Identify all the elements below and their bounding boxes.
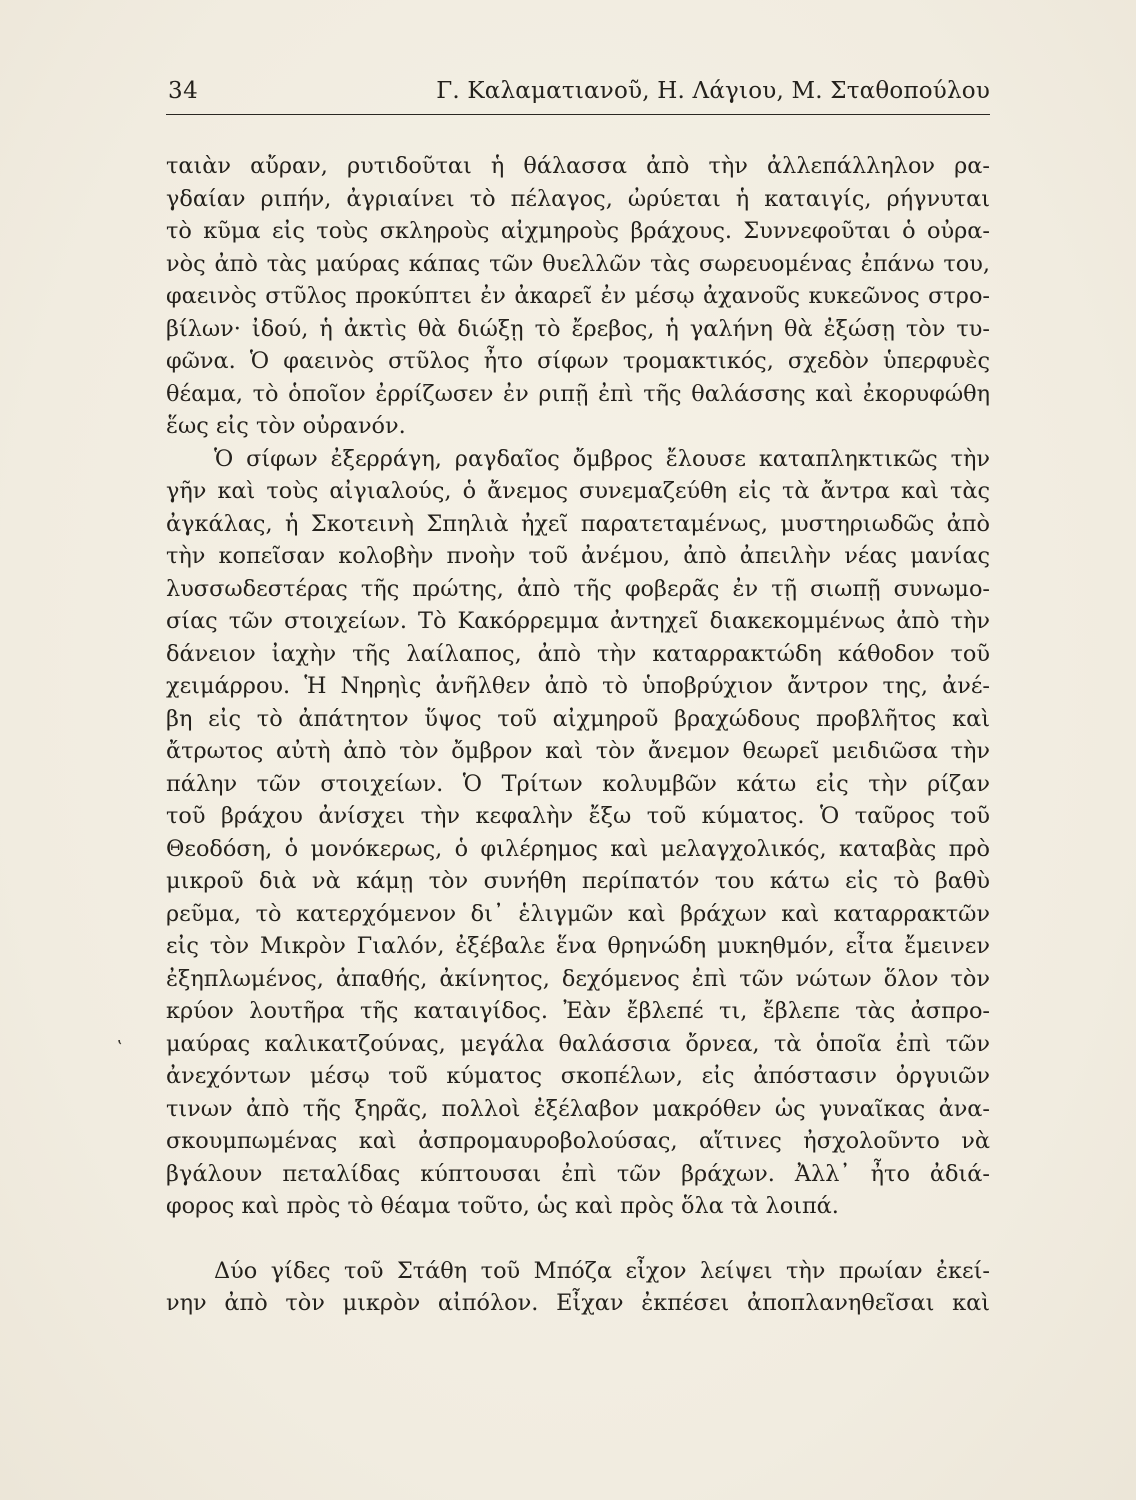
text-line: βγάλουν πεταλίδας κύπτουσαι ἐπὶ τῶν βράχων. Ἀλλ᾿ ἦτο ἀδιά- — [166, 1160, 990, 1187]
text-line: τοῦ βράχου ἀνίσχει τὴν κεφαλὴν ἔξω τοῦ κύματος. Ὁ ταῦρος τοῦ — [166, 803, 990, 829]
text-line: ταιὰν αὔραν, ρυτιδοῦται ἡ θάλασσα ἀπὸ τὴν ἀλλεπάλληλον ρα- — [166, 153, 990, 179]
text-line: τὴν κοπεῖσαν κολοβὴν πνοὴν τοῦ ἀνέμου, ἀπὸ ἀπειλὴν νέας μανίας — [166, 543, 990, 569]
text-line: εἰς τὸν Μικρὸν Γιαλόν, ἐξέβαλε ἕνα θρηνώδη μυκηθμόν, εἶτα ἔμεινεν — [166, 933, 990, 959]
text-line: πάλην τῶν στοιχείων. Ὁ Τρίτων κολυμβῶν κάτω εἰς τὴν ρίζαν — [166, 770, 990, 797]
text-line: ἕως εἰς τὸν οὐρανόν. — [166, 413, 406, 439]
text-line: βίλων· ἰδού, ἡ ἀκτὶς θὰ διώξῃ τὸ ἔρεβος, ἡ γαλήνη θὰ ἐξώσῃ τὸν τυ- — [166, 315, 990, 342]
paragraph-gap — [166, 1223, 990, 1255]
text-line: μαύρας καλικατζούνας, μεγάλα θαλάσσια ὄρνεα, τὰ ὁποῖα ἐπὶ τῶν — [166, 1030, 990, 1057]
text-line: ἐξηπλωμένος, ἀπαθής, ἀκίνητος, δεχόμενος ἐπὶ τῶν νώτων ὅλον τὸν — [166, 965, 990, 992]
text-line: σίας τῶν στοιχείων. Τὸ Κακόρρεμμα ἀντηχεῖ διακεκομμένως ἀπὸ τὴν — [166, 608, 990, 634]
text-line: δάνειον ἰαχὴν τῆς λαίλαπος, ἀπὸ τὴν καταρρακτώδη κάθοδον τοῦ — [166, 640, 990, 667]
text-line: Θεοδόση, ὁ μονόκερως, ὁ φιλέρημος καὶ μελαγχολικός, καταβὰς πρὸ — [166, 835, 990, 862]
text-line: λυσσωδεστέρας τῆς πρώτης, ἀπὸ τῆς φοβερᾶς ἐν τῇ σιωπῇ συνωμο- — [166, 575, 990, 602]
text-line: σκουμπωμένας καὶ ἀσπρομαυροβολούσας, αἵτινες ἠσχολοῦντο νὰ — [166, 1128, 990, 1154]
page-number: 34 — [168, 78, 199, 104]
text-line: φῶνα. Ὁ φαεινὸς στῦλος ἦτο σίφων τρομακτικός, σχεδὸν ὑπερφυὲς — [166, 348, 990, 374]
text-line: ἀγκάλας, ἡ Σκοτεινὴ Σπηλιὰ ἠχεῖ παρατεταμένως, μυστηριωδῶς ἀπὸ — [166, 510, 990, 537]
text-line: νην ἀπὸ τὸν μικρὸν αἰπόλον. Εἶχαν ἐκπέσει ἀποπλανηθεῖσαι καὶ — [166, 1290, 990, 1316]
text-line: βη εἰς τὸ ἀπάτητον ὕψος τοῦ αἰχμηροῦ βραχώδους προβλῆτος καὶ — [166, 705, 990, 732]
text-line: χειμάρρου. Ἡ Νηρηὶς ἀνῆλθεν ἀπὸ τὸ ὑποβρύχιον ἄντρον της, ἀνέ- — [166, 673, 990, 699]
text-line: Δύο γίδες τοῦ Στάθη τοῦ Μπόζα εἶχον λείψει τὴν πρωίαν ἐκεί- — [214, 1257, 990, 1284]
running-head: Γ. Καλαματιανοῦ, Η. Λάγιου, Μ. Σταθοπούλου — [436, 78, 990, 104]
text-line: μικροῦ διὰ νὰ κάμῃ τὸν συνήθη περίπατόν του κάτω εἰς τὸ βαθὺ — [166, 868, 990, 894]
text-line: ρεῦμα, τὸ κατερχόμενον δι᾿ ἑλιγμῶν καὶ βράχων καὶ καταρρακτῶν — [166, 900, 990, 927]
text-line: κρύον λουτῆρα τῆς καταιγίδος. Ἐὰν ἔβλεπέ τι, ἔβλεπε τὰς ἀσπρο- — [166, 998, 990, 1024]
text-line: Ὁ σίφων ἐξερράγη, ραγδαῖος ὄμβρος ἔλουσε καταπληκτικῶς τὴν — [214, 445, 990, 472]
text-line: γῆν καὶ τοὺς αἰγιαλούς, ὁ ἄνεμος συνεμαζεύθη εἰς τὰ ἄντρα καὶ τὰς — [166, 478, 990, 504]
text-line: ἀνεχόντων μέσῳ τοῦ κύματος σκοπέλων, εἰς ἀπόστασιν ὀργυιῶν — [166, 1063, 990, 1089]
text-line: φαεινὸς στῦλος προκύπτει ἐν ἀκαρεῖ ἐν μέσῳ ἀχανοῦς κυκεῶνος στρο- — [166, 283, 990, 309]
page-header — [166, 78, 990, 115]
text-line: τὸ κῦμα εἰς τοὺς σκληροὺς αἰχμηροὺς βράχους. Συννεφοῦται ὁ οὐρα- — [166, 218, 990, 244]
text-line: τινων ἀπὸ τῆς ξηρᾶς, πολλοὶ ἐξέλαβον μακρόθεν ὡς γυναῖκας ἀνα- — [166, 1095, 990, 1122]
body-text — [166, 150, 990, 1320]
margin-mark: ‛ — [117, 1037, 123, 1058]
text-line: νὸς ἀπὸ τὰς μαύρας κάπας τῶν θυελλῶν τὰς σωρευομένας ἐπάνω του, — [166, 250, 990, 277]
text-line: φορος καὶ πρὸς τὸ θέαμα τοῦτο, ὡς καὶ πρὸς ὅλα τὰ λοιπά. — [166, 1193, 839, 1219]
text-line: θέαμα, τὸ ὁποῖον ἐρρίζωσεν ἐν ριπῇ ἐπὶ τῆς θαλάσσης καὶ ἐκορυφώθη — [166, 380, 990, 407]
text-line: ἄτρωτος αὐτὴ ἀπὸ τὸν ὄμβρον καὶ τὸν ἄνεμον θεωρεῖ μειδιῶσα τὴν — [166, 738, 990, 764]
text-line: γδαίαν ριπήν, ἀγριαίνει τὸ πέλαγος, ὠρύεται ἡ καταιγίς, ρήγνυται — [166, 185, 990, 212]
